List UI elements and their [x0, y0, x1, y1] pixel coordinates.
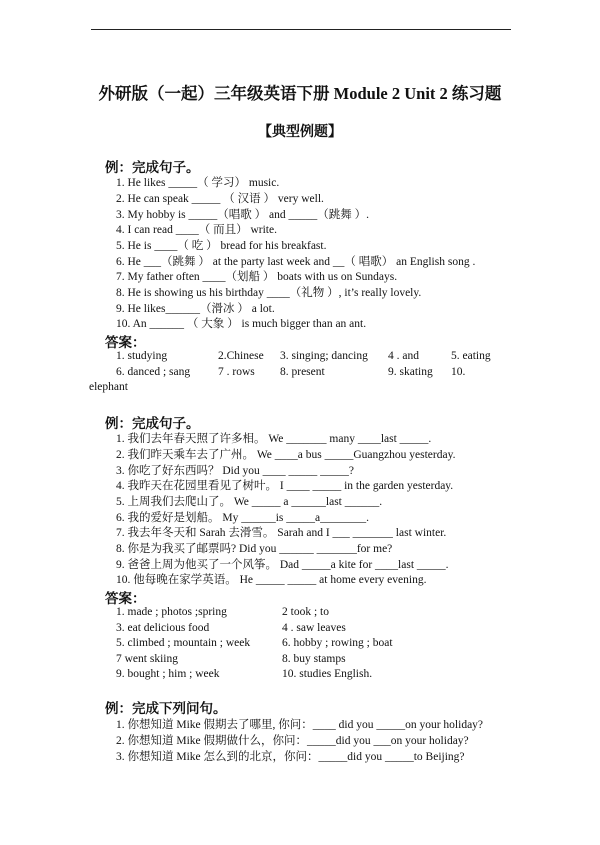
- answer-item: 5. eating: [451, 350, 491, 362]
- list-item: 6. 我的爱好是划船。 My ______is _____a________.: [116, 512, 369, 524]
- list-item: 1. 你想知道 Mike 假期去了哪里, 你问：____ did you _____on your holiday?: [116, 719, 484, 731]
- answer-item: 2 took ; to: [282, 606, 329, 618]
- list-item: 4. 我昨天在花园里看见了树叶。 I ____ _____ in the garden yesterday.: [116, 480, 454, 492]
- list-item: 9. 爸爸上周为他买了一个风筝。 Dad _____a kite for ____last _____.: [116, 559, 449, 571]
- list-item: 8. He is showing us his birthday ____（礼物 ）, it’s really lovely.: [116, 287, 422, 299]
- list-item: 1. He likes _____（ 学习） music.: [116, 177, 280, 189]
- page-title: 外研版（一起）三年级英语下册 Module 2 Unit 2 练习题: [98, 84, 502, 103]
- list-item: 3. My hobby is _____（唱歌 ） and _____（跳舞 ）.: [116, 209, 369, 221]
- section-subtitle: 【典型例题】: [258, 124, 342, 140]
- answer-item: 7 . rows: [218, 366, 255, 378]
- answer-item: 6. danced ; sang: [116, 366, 191, 378]
- list-item: 1. 我们去年春天照了许多相。 We _______ many ____last _____.: [116, 433, 432, 445]
- list-item: 4. I can read ____（ 而且） write.: [116, 224, 277, 236]
- answer-item: elephant: [89, 381, 128, 393]
- answer-item: 9. bought ; him ; week: [116, 668, 220, 680]
- answer-item: 4 . saw leaves: [282, 622, 346, 634]
- answer-item: 6. hobby ; rowing ; boat: [282, 637, 393, 649]
- list-item: 5. He is ____（ 吃 ） bread for his breakfast.: [116, 240, 327, 252]
- list-item: 5. 上周我们去爬山了。 We _____ a ______last ______.: [116, 496, 383, 508]
- list-item: 8. 你是为我买了邮票吗? Did you ______ _______for me?: [116, 543, 393, 555]
- list-item: 3. 你想知道 Mike 怎么到的北京，你问：_____did you _____to Beijing?: [116, 751, 465, 763]
- section2-answer-heading: 答案：: [105, 591, 146, 607]
- list-item: 2. He can speak _____ （ 汉语 ） very well.: [116, 193, 324, 205]
- answer-item: 3. eat delicious food: [116, 622, 210, 634]
- section1-heading: 例：完成句子。: [105, 160, 200, 176]
- answer-item: 2.Chinese: [218, 350, 264, 362]
- list-item: 2. 我们昨天乘车去了广州。 We ____a bus _____Guangzhou yesterday.: [116, 449, 456, 461]
- list-item: 3. 你吃了好东西吗？ Did you ____ _____ _____?: [116, 465, 354, 477]
- answer-item: 3. singing; dancing: [280, 350, 368, 362]
- answer-item: 7 went skiing: [116, 653, 178, 665]
- answer-item: 9. skating: [388, 366, 433, 378]
- answer-item: 10.: [451, 366, 466, 378]
- list-item: 10. An ______ （ 大象 ） is much bigger than an ant.: [116, 318, 367, 330]
- list-item: 2. 你想知道 Mike 假期做什么，你问：_____did you ___on your holiday?: [116, 735, 469, 747]
- list-item: 9. He likes______（滑冰 ） a lot.: [116, 303, 275, 315]
- list-item: 6. He ___（跳舞 ） at the party last week and __（ 唱歌） an English song .: [116, 256, 476, 268]
- section3-heading: 例：完成下列问句。: [105, 701, 227, 717]
- answer-item: 8. buy stamps: [282, 653, 346, 665]
- list-item: 7. 我去年冬天和 Sarah 去滑雪。 Sarah and I ___ _______ last winter.: [116, 527, 447, 539]
- list-item: 7. My father often ____（划船 ） boats with us on Sundays.: [116, 271, 398, 283]
- top-rule: [91, 29, 511, 30]
- section2-heading: 例：完成句子。: [105, 416, 200, 432]
- list-item: 10. 他每晚在家学英语。 He _____ _____ at home every evening.: [116, 574, 427, 586]
- answer-item: 5. climbed ; mountain ; week: [116, 637, 251, 649]
- answer-item: 1. made ; photos ;spring: [116, 606, 227, 618]
- answer-item: 8. present: [280, 366, 325, 378]
- answer-item: 10. studies English.: [282, 668, 373, 680]
- answer-item: 1. studying: [116, 350, 168, 362]
- section1-answer-heading: 答案：: [105, 335, 146, 351]
- answer-item: 4 . and: [388, 350, 419, 362]
